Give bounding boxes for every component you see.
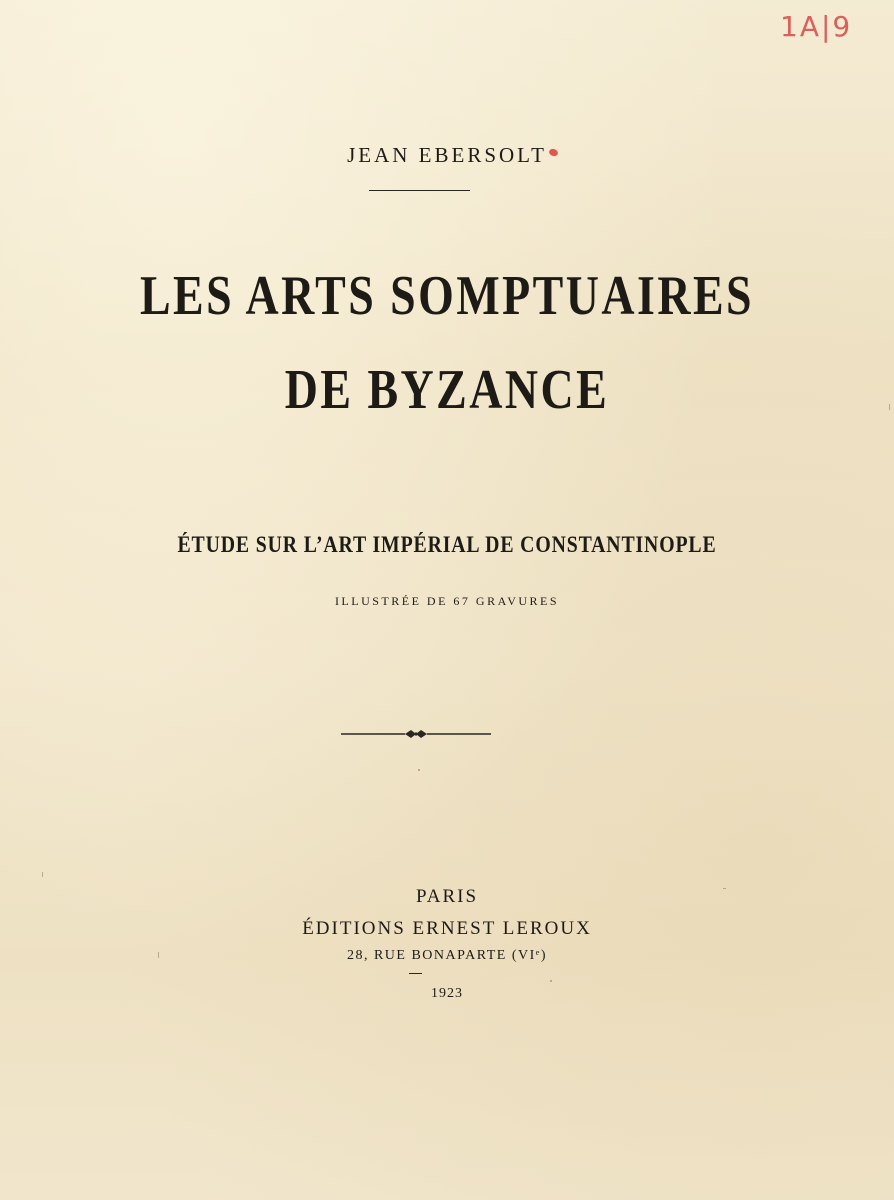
imprint-address: 28, RUE BONAPARTE (VIᵉ) [346,948,548,963]
imprint-dash [409,973,422,974]
paper-speck [889,404,890,410]
paper-speck [158,952,159,958]
book-title-line-1: LES ARTS SOMPTUAIRES [139,265,755,327]
book-subtitle: ÉTUDE SUR L’ART IMPÉRIAL DE CONSTANTINOPLE [177,532,717,557]
fleuron-ornament-icon [341,726,491,742]
shelf-mark: 1A|9 [780,10,853,43]
book-title-line-2: DE BYZANCE [284,359,610,421]
paper-speck [418,769,420,771]
author-divider [369,190,470,191]
author-name: JEAN EBERSOLT [347,143,547,167]
paper-speck [42,872,43,877]
imprint-year: 1923 [431,986,463,1001]
paper-speck [550,980,552,982]
illustration-note: ILLUSTRÉE DE 67 GRAVURES [334,594,560,608]
imprint-city: PARIS [415,886,479,907]
imprint-publisher: ÉDITIONS ERNEST LEROUX [302,918,592,939]
paper-speck [723,888,726,889]
